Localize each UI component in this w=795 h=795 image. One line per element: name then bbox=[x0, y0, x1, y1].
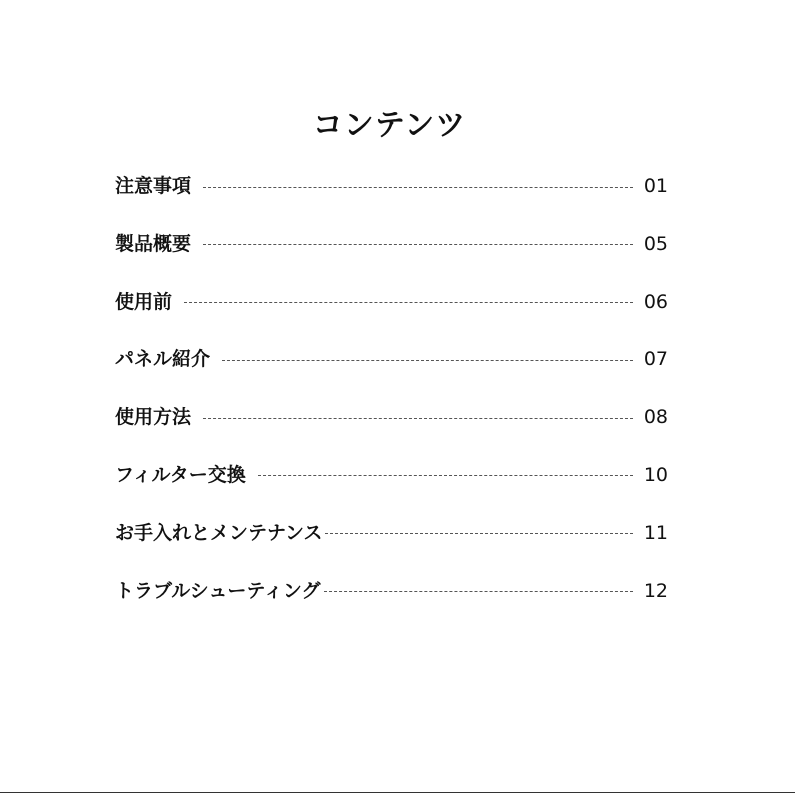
toc-entry-panel-introduction[interactable] bbox=[115, 341, 668, 377]
toc-entry-label: 製品概要 bbox=[115, 232, 192, 255]
toc-entry-label: パネル紹介 bbox=[115, 348, 211, 371]
page-title: コンテンツ bbox=[312, 108, 467, 144]
toc-dotted-leader bbox=[203, 187, 633, 188]
toc-entry-precautions[interactable] bbox=[115, 168, 668, 204]
toc-entry-label: フィルター交換 bbox=[115, 463, 246, 486]
toc-dotted-leader bbox=[325, 533, 633, 534]
toc-page-number: 05 bbox=[643, 232, 668, 255]
toc-entry-label: 使用方法 bbox=[115, 406, 192, 429]
toc-entry-label: 注意事項 bbox=[115, 175, 192, 197]
toc-entry-care-and-maintenance[interactable] bbox=[115, 515, 668, 551]
toc-page-number: 06 bbox=[643, 290, 668, 313]
toc-dotted-leader bbox=[184, 302, 633, 303]
toc-entry-label: トラブルシューティング bbox=[115, 579, 321, 602]
toc-page-number: 08 bbox=[643, 406, 668, 429]
toc-entry-label: 使用前 bbox=[115, 290, 173, 313]
toc-dotted-leader bbox=[222, 360, 633, 361]
toc-page-number: 01 bbox=[643, 175, 668, 197]
table-of-contents bbox=[115, 168, 668, 630]
toc-dotted-leader bbox=[203, 244, 633, 245]
toc-entry-troubleshooting[interactable] bbox=[115, 573, 668, 609]
toc-page-number: 11 bbox=[643, 521, 668, 544]
toc-entry-label: お手入れとメンテナンス bbox=[115, 521, 323, 544]
toc-entry-how-to-use[interactable] bbox=[115, 399, 668, 435]
toc-entry-before-use[interactable] bbox=[115, 284, 668, 320]
toc-dotted-leader bbox=[324, 591, 634, 592]
toc-dotted-leader bbox=[258, 475, 633, 476]
bottom-divider bbox=[0, 792, 795, 793]
toc-entry-filter-replacement[interactable] bbox=[115, 457, 668, 493]
toc-dotted-leader bbox=[203, 418, 633, 419]
toc-page-number: 12 bbox=[643, 579, 668, 602]
toc-page-number: 07 bbox=[643, 348, 668, 371]
toc-entry-product-overview[interactable] bbox=[115, 226, 668, 262]
toc-page-number: 10 bbox=[643, 463, 668, 486]
